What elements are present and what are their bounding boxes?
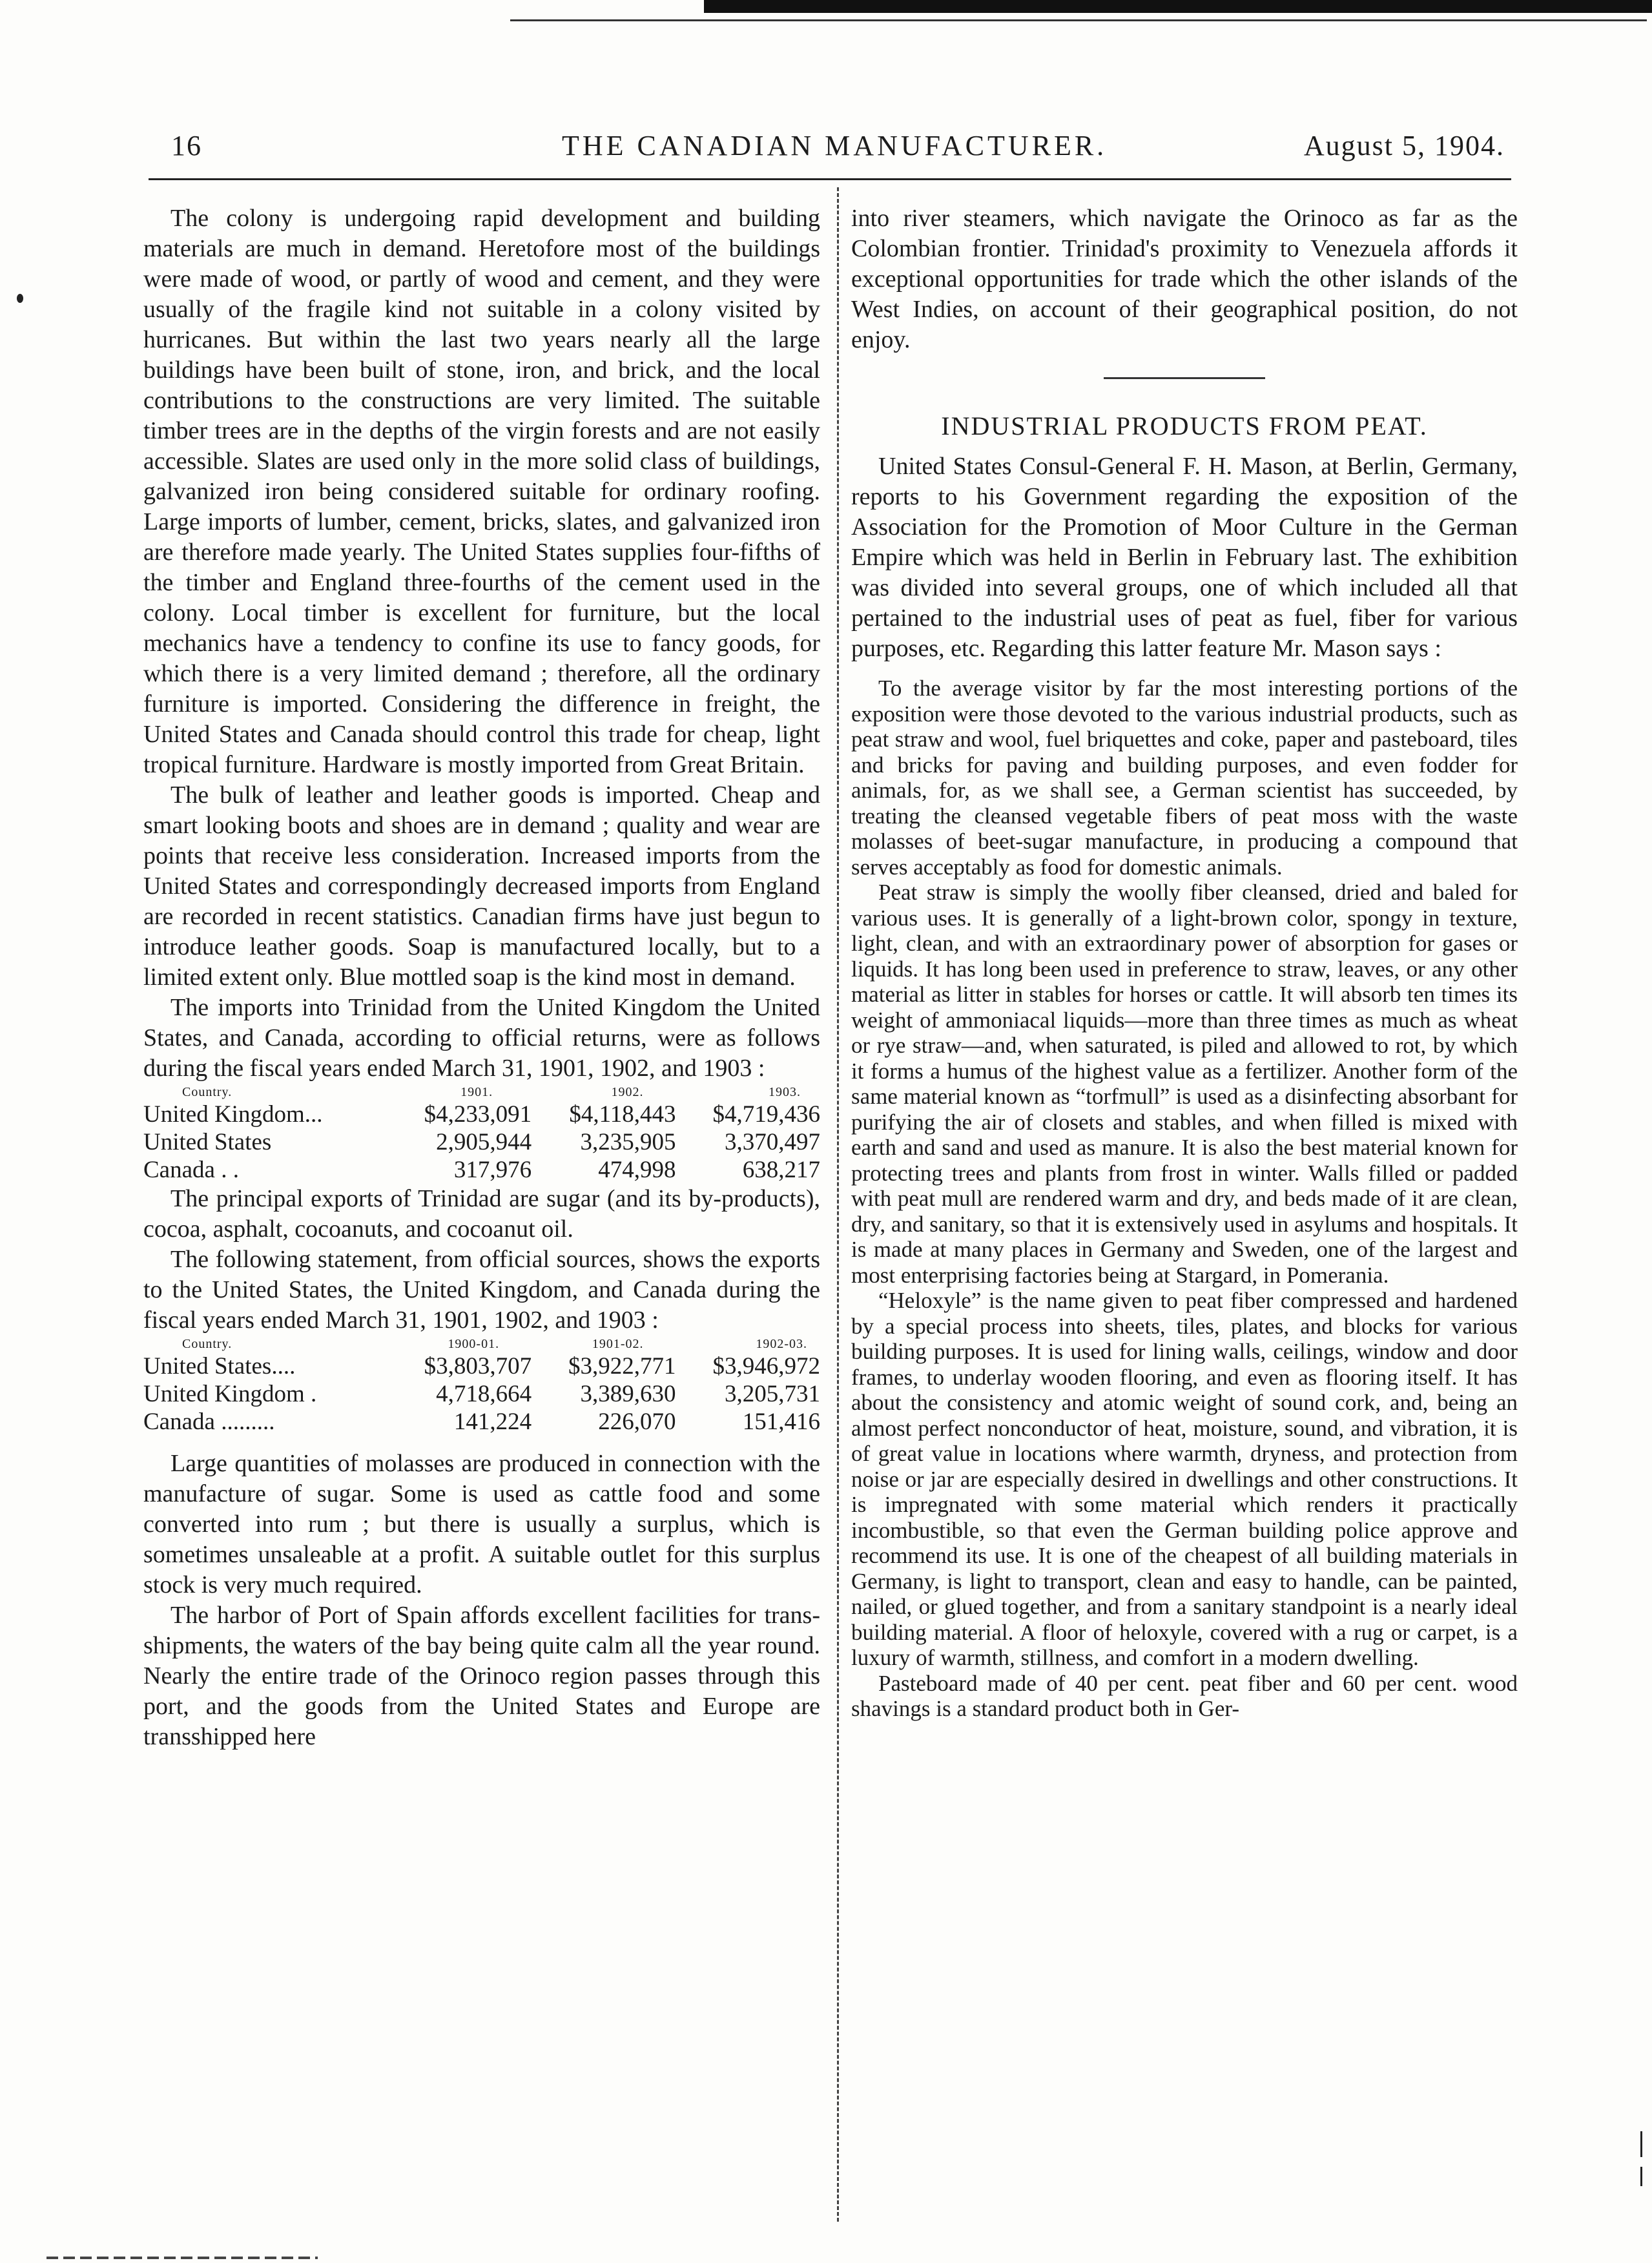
quoted-paragraph: “Heloxyle” is the name given to peat fiber compressed and hardened by a special process into sheets, tiles, plates, and blocks for various building purposes. It is used for lining walls, ceilings, window and door frames, to underlay wooden flooring, and even as flooring itself. It has about the consistency and atomic weight of sound cork, and, being an almost perfect nonconductor of heat, moisture, sound, and vibration, it is of great value in locations where warmth, dryness, and protection from noise or jar are especially desired in dwellings and other constructions. It is impregnated with some material which renders it practically incombustible, so that even the German building police approve and recommend its use. It is one of the cheapest of all building materials in Germany, is light to transport, clean and easy to handle, can be painted, nailed, or glued together, and from a sanitary standpoint is a nearly ideal building material. A floor of heloxyle, covered with a rug or carpet, is a luxury of warmth, stillness, and comfort in a modern dwelling. bbox=[851, 1288, 1518, 1670]
right-column bbox=[851, 203, 1518, 1722]
value-cell: $4,233,091 bbox=[424, 1101, 532, 1128]
value-cell: 3,235,905 bbox=[580, 1129, 676, 1155]
table-row bbox=[143, 1380, 820, 1408]
paragraph: The colony is undergoing rapid development and building materials are much in demand. Heretofore most of the buildings were made of wood, or partly of wood and cement, and they were usually of the fragile kind not suitable in a colony visited by hurricanes. But within the last two years nearly all the large buildings have been built of stone, iron, and brick, and the local contributions to the constructions are very limited. The suitable timber trees are in the depths of the virgin forests and are not easily accessible. Slates are used only in the more solid class of buildings, galvanized iron being considered suitable for ordinary roofing. Large imports of lumber, cement, bricks, slates, and galvanized iron are therefore made yearly. The United States supplies four-fifths of the timber and England three-fourths of the cement used in the colony. Local timber is excellent for furniture, but the local mechanics have a tendency to confine its use to fancy goods, for which there is a very limited demand ; therefore, all the ordinary furniture is imported. Considering the difference in freight, the United States and Canada should control this trade for cheap, light tropical furniture. Hardware is mostly imported from Great Britain. bbox=[143, 205, 820, 778]
table-row bbox=[143, 1156, 820, 1184]
value-cell: $3,946,972 bbox=[712, 1353, 820, 1380]
value-cell: 3,389,630 bbox=[580, 1381, 676, 1407]
paragraph: The following statement, from official sources, shows the exports to the United States, the United Kingdom, and Canada during the fiscal years ended March 31, 1901, 1902, and 1903 : bbox=[143, 1246, 820, 1334]
paragraph: Large quantities of molasses are produced in connection with the manufacture of sugar. Some is used as cattle food and some converted into rum ; but there is usually a surplus, which is sometimes unsaleable at a profit. A suitable outlet for this surplus stock is very much required. bbox=[143, 1450, 820, 1598]
edge-mark bbox=[1640, 2131, 1642, 2157]
country-cell: United States bbox=[143, 1129, 272, 1155]
paragraph: The bulk of leather and leather goods is imported. Cheap and smart looking boots and shoes are in demand ; quality and wear are points that receive less consideration. Increased imports from the United States and correspondingly decreased imports from England are recorded in recent statistics. Canadian firms have just begun to introduce leather goods. Soap is manufactured locally, but to a limited extent only. Blue mottled soap is the kind most in demand. bbox=[143, 781, 820, 991]
table-header-cell: Country. bbox=[182, 1337, 232, 1351]
table-row bbox=[143, 1352, 820, 1380]
value-cell: $4,719,436 bbox=[712, 1101, 820, 1128]
value-cell: 317,976 bbox=[453, 1157, 532, 1183]
table-row bbox=[143, 1100, 820, 1128]
section-heading: INDUSTRIAL PRODUCTS FROM PEAT. bbox=[941, 411, 1428, 440]
edge-mark bbox=[1640, 2167, 1642, 2186]
header-rule bbox=[149, 178, 1511, 180]
table-header-cell: Country. bbox=[182, 1085, 232, 1099]
table-row bbox=[143, 1128, 820, 1156]
value-cell: $4,118,443 bbox=[569, 1101, 676, 1128]
top-border-line bbox=[510, 19, 1647, 21]
top-border-bar bbox=[704, 0, 1652, 13]
paragraph: United States Consul-General F. H. Mason, at Berlin, Germany, reports to his Government regarding the exposition of the Association for the Promotion of Moor Culture in the German Empire which was held in Berlin in February last. The exhibition was divided into several groups, one of which included all that pertained to the industrial uses of peat as fuel, fiber for various purposes, etc. Regarding this latter feature Mr. Mason says : bbox=[851, 453, 1518, 662]
value-cell: 151,416 bbox=[742, 1409, 820, 1435]
section-divider bbox=[1104, 377, 1265, 379]
table-header-cell: 1900-01. bbox=[448, 1337, 500, 1351]
country-cell: Canada . . bbox=[143, 1157, 239, 1183]
bottom-edge-mark bbox=[46, 2257, 318, 2259]
table-header-cell: 1901-02. bbox=[592, 1337, 644, 1351]
country-cell: United Kingdom... bbox=[143, 1101, 323, 1128]
paragraph: The harbor of Port of Spain affords excellent facilities for trans-shipments, the waters of the bay being quite calm all the year round. Nearly the entire trade of the Orinoco region passes through this port, and the goods from the United States and Europe are transshipped here bbox=[143, 1602, 820, 1750]
table-header-cell: 1902. bbox=[611, 1085, 644, 1099]
value-cell: 2,905,944 bbox=[436, 1129, 532, 1155]
publication-title: THE CANADIAN MANUFACTURER. bbox=[562, 130, 1108, 161]
country-cell: United Kingdom . bbox=[143, 1381, 317, 1407]
value-cell: $3,922,771 bbox=[568, 1353, 676, 1380]
imports-table bbox=[143, 1084, 820, 1184]
left-column bbox=[143, 203, 820, 1752]
value-cell: 226,070 bbox=[598, 1409, 676, 1435]
issue-date: August 5, 1904. bbox=[1303, 130, 1505, 161]
table-header-cell: 1903. bbox=[769, 1085, 801, 1099]
value-cell: 638,217 bbox=[742, 1157, 820, 1183]
quoted-paragraph: To the average visitor by far the most interesting portions of the exposition were those devoted to the various industrial products, such as peat straw and wool, fuel briquettes and coke, paper and pasteboard, tiles and bricks for paving and building purposes, and even fodder for animals, for, as we shall see, a German scientist has succeeded, by treating the cleansed vegetable fibers of peat moss with the waste molasses of beet-sugar manufacture, in producing a compound that serves acceptably as food for domestic animals. bbox=[851, 676, 1518, 880]
paragraph: into river steamers, which navigate the Orinoco as far as the Colombian frontier. Trinidad's proximity to Venezuela affords it exceptional opportunities for trade which the other islands of the West Indies, on account of their geographical position, do not enjoy. bbox=[851, 205, 1518, 353]
paragraph: The imports into Trinidad from the United Kingdom the United States, and Canada, according to official returns, were as follows during the fiscal years ended March 31, 1901, 1902, and 1903 : bbox=[143, 994, 820, 1082]
table-header-cell: 1902-03. bbox=[756, 1337, 807, 1351]
value-cell: 3,370,497 bbox=[725, 1129, 820, 1155]
value-cell: 474,998 bbox=[598, 1157, 676, 1183]
country-cell: United States.... bbox=[143, 1353, 296, 1380]
value-cell: 4,718,664 bbox=[436, 1381, 532, 1407]
page-number: 16 bbox=[171, 130, 202, 161]
paragraph: The principal exports of Trinidad are sugar (and its by-products), cocoa, asphalt, cocoanuts, and cocoanut oil. bbox=[143, 1185, 820, 1243]
value-cell: $3,803,707 bbox=[424, 1353, 532, 1380]
table-header-row bbox=[143, 1084, 820, 1100]
quoted-paragraph: Peat straw is simply the woolly fiber cleansed, dried and baled for various uses. It is generally of a light-brown color, spongy in texture, light, clean, and with an extraordinary power of absorption for gases or liquids. It has long been used in preference to straw, leaves, or any other material as litter in stables for horses or cattle. It will absorb ten times its weight of ammoniacal liquids—more than three times as much as wheat or rye straw—and, when saturated, is piled and allowed to rot, by which it forms a humus of the highest value as a fertilizer. Another form of the same material known as “torfmull” is used as a disinfecting absorbant for purifying the air of closets and stables, and when filled is mixed with earth and sand and used as manure. It is also the best material known for protecting trees and plants from frost in winter. Walls filled or padded with peat mull are rendered warm and dry, and beds made of it are clean, dry, and sanitary, so that it is extensively used in asylums and hospitals. It is made at many places in Germany and Sweden, one of the largest and most enterprising factories being at Stargard, in Pomerania. bbox=[851, 880, 1518, 1288]
margin-mark bbox=[17, 294, 23, 303]
exports-table bbox=[143, 1336, 820, 1436]
value-cell: 141,224 bbox=[453, 1409, 532, 1435]
table-header-cell: 1901. bbox=[460, 1085, 493, 1099]
value-cell: 3,205,731 bbox=[725, 1381, 820, 1407]
page-header bbox=[149, 129, 1505, 168]
table-header-row bbox=[143, 1336, 820, 1352]
country-cell: Canada ......... bbox=[143, 1409, 275, 1435]
table-row bbox=[143, 1408, 820, 1436]
quoted-paragraph: Pasteboard made of 40 per cent. peat fiber and 60 per cent. wood shavings is a standard product both in Ger- bbox=[851, 1670, 1518, 1721]
column-divider bbox=[837, 187, 839, 2222]
